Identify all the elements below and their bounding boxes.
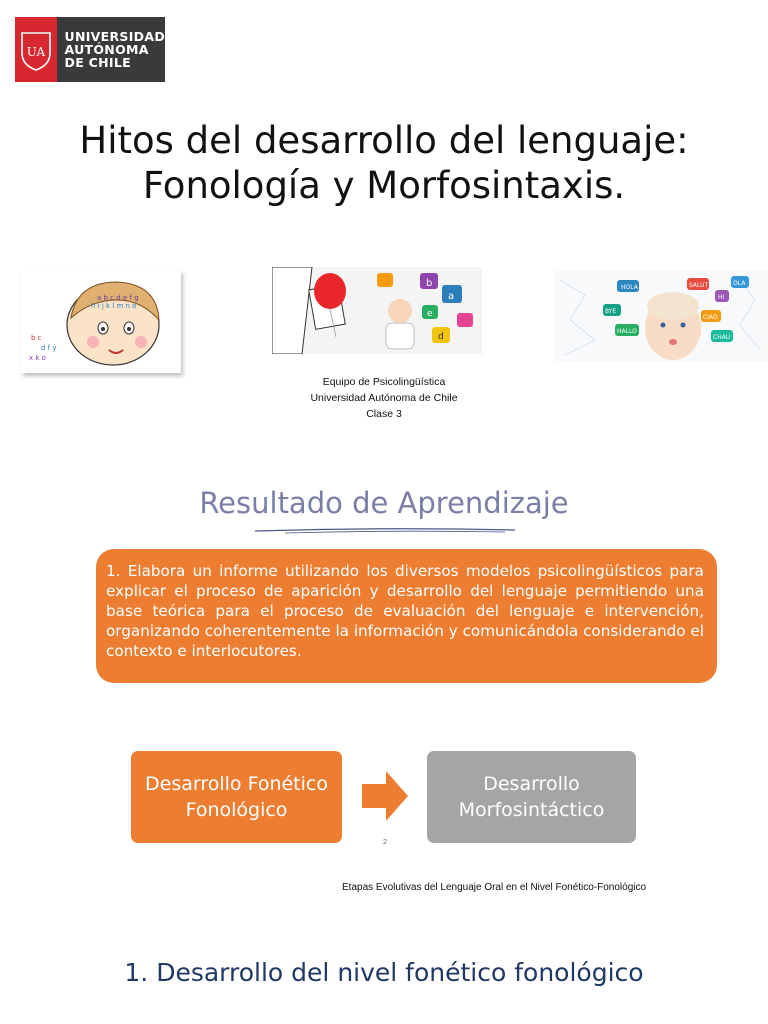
title-line-2: Fonología y Morfosintaxis. xyxy=(142,164,626,207)
stage-1-line-2: Fonológico xyxy=(185,799,288,821)
learning-outcome-box: 1. Elabora un informe utilizando los diversos modelos psicolingüísticos para explicar el proceso de aparición y desarrollo del lenguaje permitiendo una base teórica para el proceso de evaluación del lenguaje e intervención, organizando coherentemente la información y comunicándola considerando el contexto e interlocutores. xyxy=(96,549,717,683)
university-logo xyxy=(15,17,165,82)
stage-1-line-1: Desarrollo Fonético xyxy=(145,773,328,795)
logo-line-1: UNIVERSIDAD xyxy=(64,29,165,44)
stage-2-line-2: Morfosintáctico xyxy=(458,799,605,821)
bubble-chau: CHAU xyxy=(713,334,731,341)
bubble-hi: HI xyxy=(718,294,725,301)
bubble-bye: BYE xyxy=(605,308,617,315)
heading-underline xyxy=(255,527,515,535)
svg-text:a: a xyxy=(448,291,455,302)
stage-2-line-1: Desarrollo xyxy=(483,773,580,795)
credits xyxy=(0,374,768,422)
title-line-1: Hitos del desarrollo del lenguaje: xyxy=(79,119,689,162)
svg-text:a b c d e f g: a b c d e f g xyxy=(97,294,139,302)
bubble-salut: SALUT xyxy=(689,282,709,289)
bubble-ciao: CIAO xyxy=(703,314,718,321)
university-name xyxy=(57,17,165,82)
bubble-ola: OLA xyxy=(733,280,746,287)
arrow-right-icon xyxy=(362,771,408,821)
page-title xyxy=(0,118,768,208)
stage-morphosyntactic xyxy=(427,751,636,843)
bubble-hallo: HALLO xyxy=(617,328,637,335)
logo-line-3: DE CHILE xyxy=(64,55,131,70)
child-with-balloon-and-letters-image xyxy=(272,267,482,354)
section-heading-phonetic: 1. Desarrollo del nivel fonético fonológico xyxy=(124,958,644,987)
bubble-hola: HOLA xyxy=(621,284,638,291)
svg-text:d f y: d f y xyxy=(41,344,57,352)
shield-text: UA xyxy=(26,44,45,59)
logo-line-2: AUTÓNOMA xyxy=(64,42,149,57)
child-face-with-letters-image xyxy=(21,270,181,373)
learning-outcome-heading: Resultado de Aprendizaje xyxy=(199,486,569,520)
baby-with-speech-bubbles-image xyxy=(555,270,768,362)
credits-class: Clase 3 xyxy=(366,408,402,420)
svg-text:x k o: x k o xyxy=(29,354,46,362)
page-number: 2 xyxy=(383,839,387,846)
stage-phonetic-phonological xyxy=(131,751,342,843)
svg-text:h i j k l m n o: h i j k l m n o xyxy=(91,302,137,310)
shield-icon xyxy=(15,17,57,82)
svg-text:b c: b c xyxy=(31,334,42,342)
svg-text:e: e xyxy=(427,309,433,319)
credits-team: Equipo de Psicolingüística xyxy=(322,376,446,388)
credits-university: Universidad Autónoma de Chile xyxy=(310,392,458,404)
svg-text:d: d xyxy=(438,332,444,342)
svg-text:b: b xyxy=(426,278,433,289)
caption: Etapas Evolutivas del Lenguaje Oral en el Nivel Fonético-Fonológico xyxy=(342,882,647,893)
